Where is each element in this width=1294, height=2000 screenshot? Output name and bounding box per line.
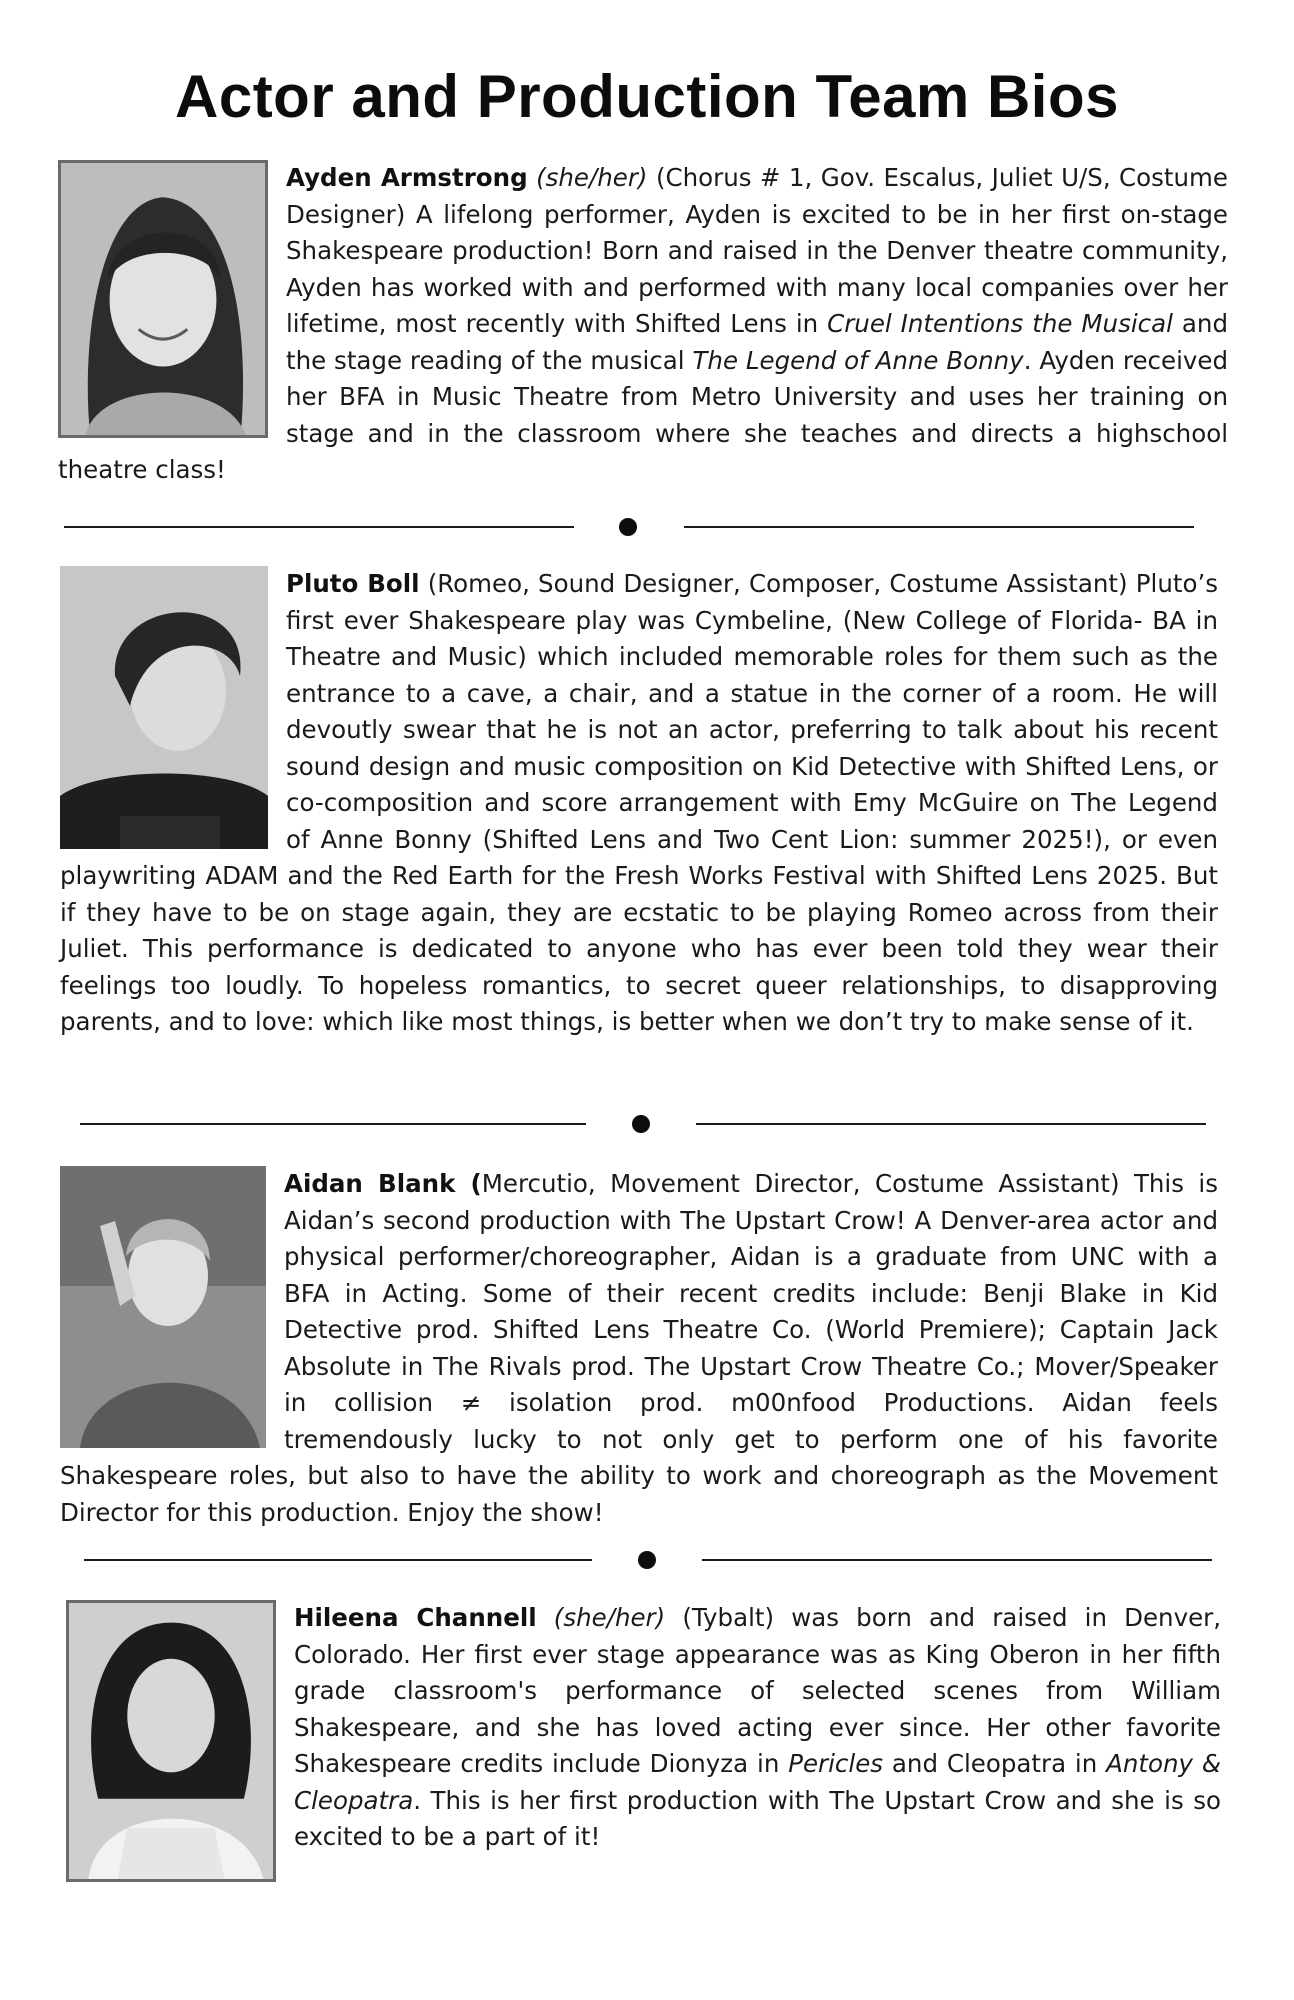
section-divider	[84, 1550, 1212, 1570]
headshot-photo	[60, 566, 268, 849]
page-title: Actor and Production Team Bios	[175, 63, 1119, 130]
bio-aidan-blank: Aidan Blank (Mercutio, Movement Director, Costume Assistant) This is Aidan’s second production with The Upstart Crow! A Denver-area actor and physical performer/choreographer, Aidan is a graduate from UNC with a BFA in Acting. Some of their recent credits include: Benji Blake in Kid Detective prod. Shifted Lens Theatre Co. (World Premiere); Captain Jack Absolute in The Rivals prod. The Upstart Crow Theatre Co.; Mover/Speaker in collision ≠ isolation prod. m00nfood Productions. Aidan feels tremendously lucky to not only get to perform one of his favorite Shakespeare roles, but also to have the ability to work and choreograph as the Movement Director for this production. Enjoy the show!	[60, 1166, 1218, 1531]
headshot-photo	[58, 160, 268, 438]
bio-pluto-boll: Pluto Boll (Romeo, Sound Designer, Composer, Costume Assistant) Pluto’s first ever Shakespeare play was Cymbeline, (New College of Florida- BA in Theatre and Music) which included memorable roles for them such as the entrance to a cave, a chair, and a statue in the corner of a room. He will devoutly swear that he is not an actor, preferring to talk about his recent sound design and music composition on Kid Detective with Shifted Lens, or co-composition and score arrangement with Emy McGuire on The Legend of Anne Bonny (Shifted Lens and Two Cent Lion: summer 2025!), or even playwriting ADAM and the Red Earth for the Fresh Works Festival with Shifted Lens 2025. But if they have to be on stage again, they are ecstatic to be playing Romeo across from their Juliet. This performance is dedicated to anyone who has ever been told they wear their feelings too loudly. To hopeless romantics, to secret queer relationships, to disapproving parents, and to love: which like most things, is better when we don’t try to make sense of it.	[60, 566, 1218, 1041]
headshot-photo	[60, 1166, 266, 1448]
headshot-photo	[66, 1600, 276, 1882]
section-divider	[64, 517, 1194, 537]
bio-ayden-armstrong: Ayden Armstrong (she/her) (Chorus # 1, Gov. Escalus, Juliet U/S, Costume Designer) A lifelong performer, Ayden is excited to be in her first on-stage Shakespeare production! Born and raised in the Denver theatre community, Ayden has worked with and performed with many local companies over her lifetime, most recently with Shifted Lens in Cruel Intentions the Musical and the stage reading of the musical The Legend of Anne Bonny. Ayden received her BFA in Music Theatre from Metro University and uses her training on stage and in the classroom where she teaches and directs a highschool theatre class!	[58, 160, 1228, 489]
section-divider	[80, 1114, 1206, 1134]
bio-hileena-channell: Hileena Channell (she/her) (Tybalt) was born and raised in Denver, Colorado. Her first ever stage appearance was as King Oberon in her fifth grade classroom's performance of selected scenes from William Shakespeare, and she has loved acting ever since. Her other favorite Shakespeare credits include Dionyza in Pericles and Cleopatra in Antony & Cleopatra. This is her first production with The Upstart Crow and she is so excited to be a part of it!	[66, 1600, 1221, 1884]
